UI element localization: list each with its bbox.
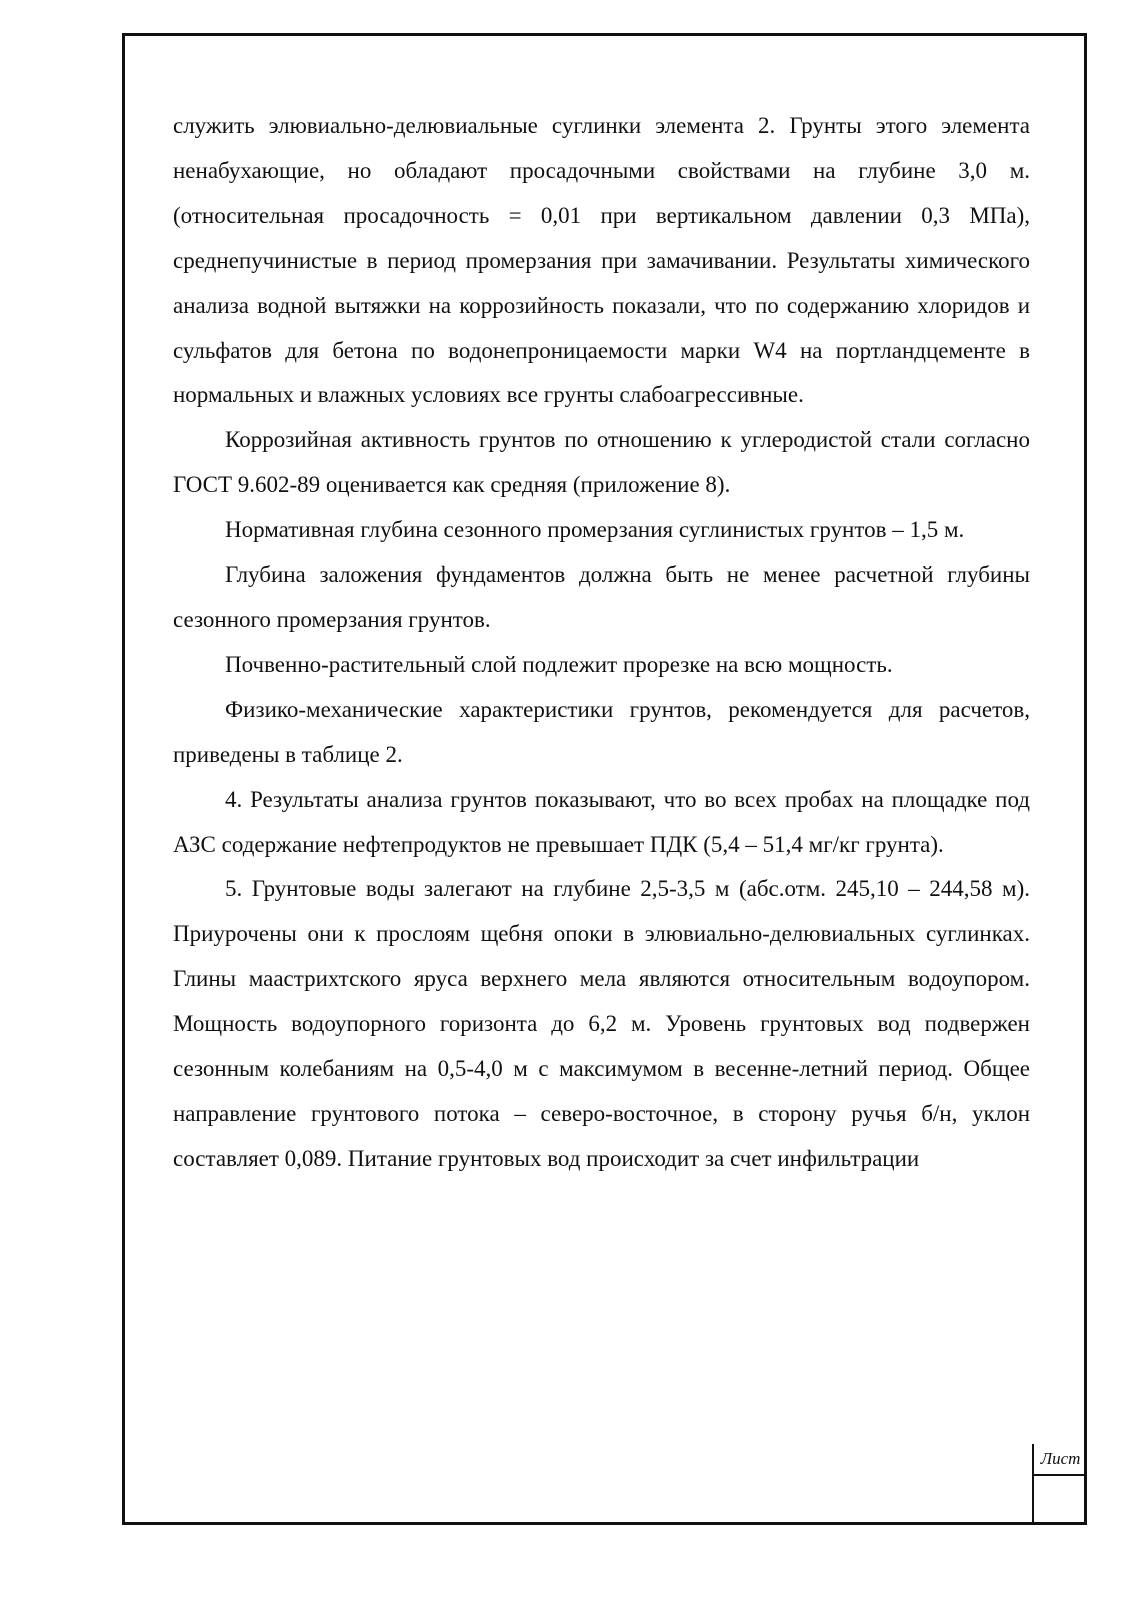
paragraph-corrosion: Коррозийная активность грунтов по отношению к углеродистой стали согласно ГОСТ 9.602-89 оценивается как средняя (приложение 8). bbox=[173, 427, 1030, 498]
paragraph-foundation-depth: Глубина заложения фундаментов должна быть не менее расчетной глубины сезонного промерзания грунтов. bbox=[173, 562, 1030, 632]
sheet-number bbox=[1034, 1476, 1087, 1523]
title-block-sheet bbox=[1032, 1444, 1087, 1525]
paragraph-item-4: 4. Результаты анализа грунтов показывают, что во всех пробах на площадке под АЗС содержание нефтепродуктов не превышает ПДК (5,4 – 51,4 мг/кг грунта). bbox=[173, 786, 1030, 857]
paragraph-item-5: 5. Грунтовые воды залегают на глубине 2,5-3,5 м (абс.отм. 245,10 – 244,58 м). Приурочены они к прослоям щебня опоки в элювиально-делювиальных суглинках. Глины маастрихтского яруса верхнего мела являются относительным водоупором. Мощность водоупорного горизонта до 6,2 м. Уровень грунтовых вод подвержен сезонным колебаниям на 0,5-4,0 м с максимумом в весенне-летний период. Общее направление грунтового потока – северо-восточное, в сторону ручья б/н, уклон составляет 0,089. Питание грунтовых вод происходит за счет инфильтрации bbox=[173, 876, 1030, 1171]
paragraph-freezing-depth: Нормативная глубина сезонного промерзания суглинистых грунтов – 1,5 м. bbox=[225, 517, 965, 543]
paragraph-soil-layer: Почвенно-растительный слой подлежит прорезке на всю мощность. bbox=[225, 651, 893, 677]
document-body bbox=[173, 104, 1030, 1182]
paragraph-continuation: служить элювиально-делювиальные суглинки элемента 2. Грунты этого элемента ненабухающие, но обладают просадочными свойствами на глубине 3,0 м. (относительная просадочность = 0,01 при вертикальном давлении 0,3 МПа), среднепучинистые в период промерзания при замачивании. Результаты химического анализа водной вытяжки на коррозийность показали, что по содержанию хлоридов и сульфатов для бетона по водонепроницаемости марки W4 на портландцементе в нормальных и влажных условиях все грунты слабоагрессивные. bbox=[173, 113, 1030, 408]
paragraph-characteristics: Физико-механические характеристики грунтов, рекомендуется для расчетов, приведены в таблице 2. bbox=[173, 696, 1030, 767]
sheet-label: Лист bbox=[1034, 1444, 1087, 1476]
